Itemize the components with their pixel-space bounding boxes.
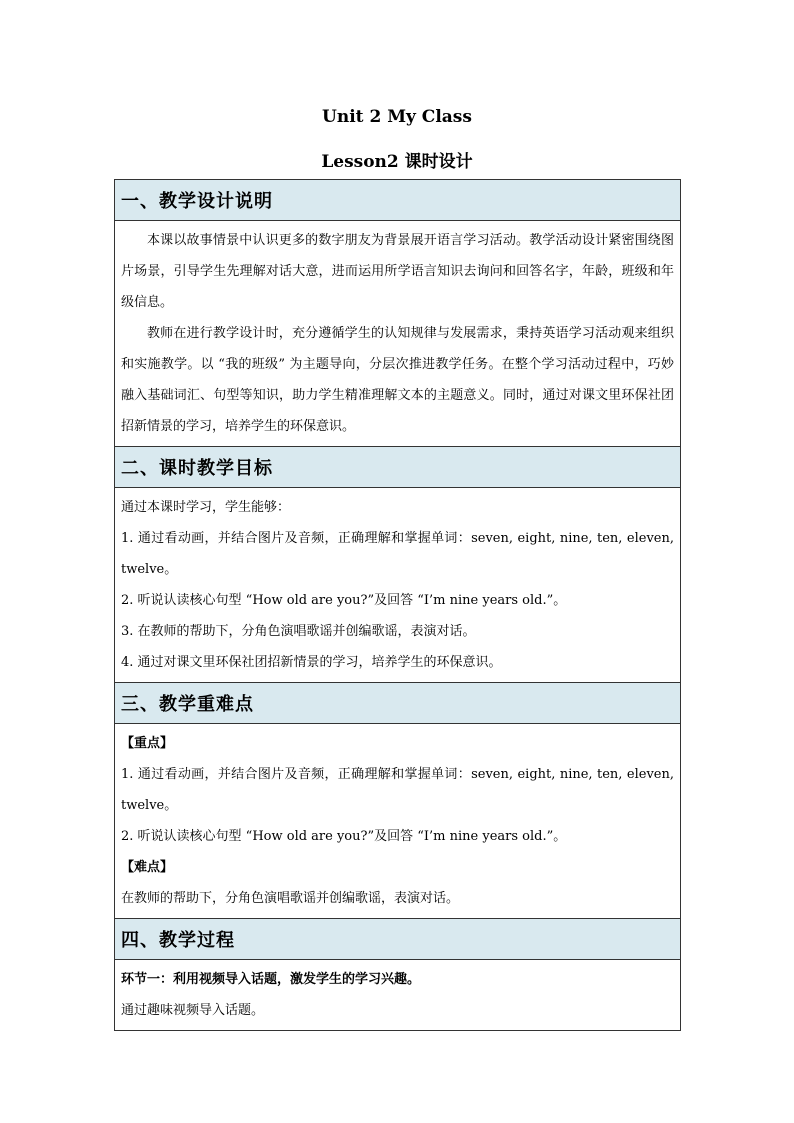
section-4-body-row bbox=[115, 960, 681, 1031]
section-3-heading: 三、教学重难点 bbox=[115, 683, 681, 724]
design-paragraph-2: 教师在进行教学设计时，充分遵循学生的认知规律与发展需求，秉持英语学习活动观来组织和实施教学。以 “我的班级” 为主题导向，分层次推进教学任务。在整个学习活动过程中，巧妙融入基础词汇、句型等知识，助力学生精准理解文本的主题意义。同时，通过对课文里环保社团招新情景的学习，培养学生的环保意识。 bbox=[121, 326, 674, 434]
section-1-body bbox=[115, 221, 681, 447]
section-1-body-row bbox=[115, 221, 681, 447]
section-1-header-row bbox=[115, 180, 681, 221]
key-points-label: 【重点】 bbox=[121, 736, 174, 751]
objective-3: 3. 在教师的帮助下，分角色演唱歌谣并创编歌谣，表演对话。 bbox=[121, 624, 476, 639]
key-point-2: 2. 听说认读核心句型 “How old are you?”及回答 “I’m nine years old.”。 bbox=[121, 829, 567, 844]
document-title: Unit 2 My Class bbox=[322, 107, 472, 127]
document-subtitle: Lesson2 课时设计 bbox=[321, 152, 473, 172]
difficult-points-label: 【难点】 bbox=[121, 860, 174, 875]
section-4-body bbox=[115, 960, 681, 1031]
objective-2: 2. 听说认读核心句型 “How old are you?”及回答 “I’m nine years old.”。 bbox=[121, 593, 567, 608]
section-2-heading: 二、课时教学目标 bbox=[115, 447, 681, 488]
section-3-body-row bbox=[115, 724, 681, 919]
design-paragraph-1: 本课以故事情景中认识更多的数字朋友为背景展开语言学习活动。教学活动设计紧密围绕图片场景，引导学生先理解对话大意，进而运用所学语言知识去询问和回答名字，年龄，班级和年级信息。 bbox=[121, 233, 674, 310]
section-3-header-row bbox=[115, 683, 681, 724]
section-4-header-row bbox=[115, 919, 681, 960]
section-2-header-row bbox=[115, 447, 681, 488]
section-3-body bbox=[115, 724, 681, 919]
step-1-text: 通过趣味视频导入话题。 bbox=[121, 1003, 265, 1018]
step-1-title: 环节一：利用视频导入话题，激发学生的学习兴趣。 bbox=[121, 972, 421, 987]
section-4-heading: 四、教学过程 bbox=[115, 919, 681, 960]
lesson-plan-table bbox=[114, 179, 681, 1031]
key-point-1: 1. 通过看动画，并结合图片及音频，正确理解和掌握单词：seven, eight, nine, ten, eleven, twelve。 bbox=[121, 767, 674, 813]
section-1-heading: 一、教学设计说明 bbox=[115, 180, 681, 221]
objective-1: 1. 通过看动画，并结合图片及音频，正确理解和掌握单词：seven, eight, nine, ten, eleven, twelve。 bbox=[121, 531, 674, 577]
section-2-body bbox=[115, 488, 681, 683]
objective-4: 4. 通过对课文里环保社团招新情景的学习，培养学生的环保意识。 bbox=[121, 655, 502, 670]
section-2-body-row bbox=[115, 488, 681, 683]
objectives-intro: 通过本课时学习，学生能够： bbox=[121, 500, 291, 515]
difficult-point-1: 在教师的帮助下，分角色演唱歌谣并创编歌谣，表演对话。 bbox=[121, 891, 460, 906]
